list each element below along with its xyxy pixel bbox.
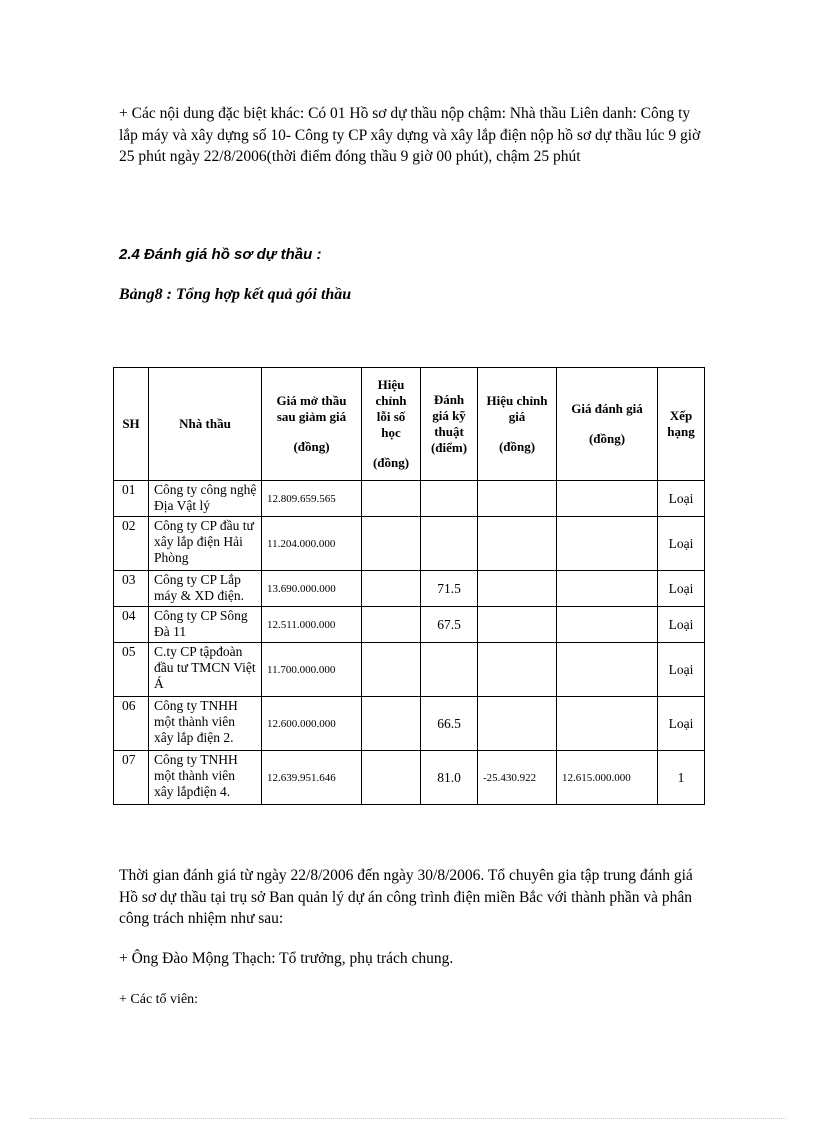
cell-sh: 02 [114, 517, 149, 571]
cell-price: 12.639.951.646 [262, 751, 362, 805]
cell-arith [362, 481, 421, 517]
cell-name: Công ty CP Lắp máy & XD điện. [149, 571, 262, 607]
cell-eval [557, 607, 658, 643]
page-bottom-rule [30, 1118, 786, 1119]
cell-arith [362, 697, 421, 751]
cell-name: Công ty TNHH một thành viên xây lắpđiện 4. [149, 751, 262, 805]
cell-tech [421, 643, 478, 697]
header-rank: Xếp hạng [658, 368, 705, 481]
cell-name: Công ty công nghệ Địa Vật lý [149, 481, 262, 517]
cell-arith [362, 751, 421, 805]
cell-rank: Loại [658, 481, 705, 517]
header-contractor: Nhà thầu [149, 368, 262, 481]
cell-name: C.ty CP tậpđoàn đầu tư TMCN Việt Á [149, 643, 262, 697]
cell-eval: 12.615.000.000 [557, 751, 658, 805]
header-bid-price: Giá mở thầu sau giảm giá (đồng) [262, 368, 362, 481]
header-eval-price: Giá đánh giá (đồng) [557, 368, 658, 481]
header-sh: SH [114, 368, 149, 481]
cell-correction [478, 481, 557, 517]
cell-name: Công ty CP đầu tư xây lắp điện Hải Phòng [149, 517, 262, 571]
cell-tech [421, 517, 478, 571]
table-row [114, 751, 705, 805]
cell-sh: 05 [114, 643, 149, 697]
team-members-line: + Các tổ viên: [119, 992, 199, 1007]
cell-sh: 01 [114, 481, 149, 517]
cell-tech: 67.5 [421, 607, 478, 643]
evaluation-period-paragraph: Thời gian đánh giá từ ngày 22/8/2006 đến ngày 30/8/2006. Tổ chuyên gia tập trung đánh giá Hồ sơ dự thầu tại trụ sở Ban quản lý dự án công trình điện miền Bắc với thành phần và phân công trách nhiệm như sau: [119, 867, 693, 927]
cell-price: 12.511.000.000 [262, 607, 362, 643]
cell-price: 12.600.000.000 [262, 697, 362, 751]
cell-eval [557, 643, 658, 697]
table-heading: Bảng8 : Tổng hợp kết quả gói thầu [119, 286, 352, 303]
cell-arith [362, 517, 421, 571]
cell-correction: -25.430.922 [478, 751, 557, 805]
cell-eval [557, 697, 658, 751]
table-row [114, 517, 705, 571]
cell-eval [557, 517, 658, 571]
cell-price: 12.809.659.565 [262, 481, 362, 517]
cell-tech: 71.5 [421, 571, 478, 607]
cell-eval [557, 481, 658, 517]
cell-correction [478, 697, 557, 751]
cell-rank: Loại [658, 571, 705, 607]
cell-rank: Loại [658, 607, 705, 643]
team-leader-line: + Ông Đào Mộng Thạch: Tổ trưởng, phụ trách chung. [119, 950, 454, 967]
cell-arith [362, 571, 421, 607]
cell-price: 11.204.000.000 [262, 517, 362, 571]
table-row [114, 571, 705, 607]
table-row [114, 643, 705, 697]
cell-correction [478, 571, 557, 607]
cell-eval [557, 571, 658, 607]
header-tech-score: Đánh giá kỹ thuật (điểm) [421, 368, 478, 481]
cell-tech [421, 481, 478, 517]
section-heading: 2.4 Đánh giá hồ sơ dự thầu : [119, 246, 322, 263]
cell-price: 13.690.000.000 [262, 571, 362, 607]
cell-sh: 04 [114, 607, 149, 643]
cell-tech: 81.0 [421, 751, 478, 805]
intro-paragraph: + Các nội dung đặc biệt khác: Có 01 Hồ sơ dự thầu nộp chậm: Nhà thầu Liên danh: Công ty lắp máy và xây dựng số 10- Công ty CP xây dựng và xây lắp điện nộp hồ sơ dự thầu lúc 9 giờ 25 phút ngày 22/8/2006(thời điểm đóng thầu 9 giờ 00 phút), chậm 25 phút [119, 105, 701, 165]
cell-price: 11.700.000.000 [262, 643, 362, 697]
cell-tech: 66.5 [421, 697, 478, 751]
cell-correction [478, 643, 557, 697]
cell-rank: Loại [658, 697, 705, 751]
cell-name: Công ty TNHH một thành viên xây lắp điện 2. [149, 697, 262, 751]
cell-correction [478, 517, 557, 571]
table-row [114, 607, 705, 643]
cell-rank: 1 [658, 751, 705, 805]
table-row [114, 697, 705, 751]
header-arith-correction: Hiệu chỉnh lỗi số học (đồng) [362, 368, 421, 481]
cell-arith [362, 607, 421, 643]
cell-name: Công ty CP Sông Đà 11 [149, 607, 262, 643]
cell-sh: 06 [114, 697, 149, 751]
results-table [113, 367, 705, 805]
cell-arith [362, 643, 421, 697]
cell-rank: Loại [658, 517, 705, 571]
header-correction: Hiệu chỉnh giá (đồng) [478, 368, 557, 481]
table-row [114, 481, 705, 517]
table-header-row [114, 368, 705, 481]
cell-sh: 07 [114, 751, 149, 805]
cell-correction [478, 607, 557, 643]
cell-sh: 03 [114, 571, 149, 607]
cell-rank: Loại [658, 643, 705, 697]
